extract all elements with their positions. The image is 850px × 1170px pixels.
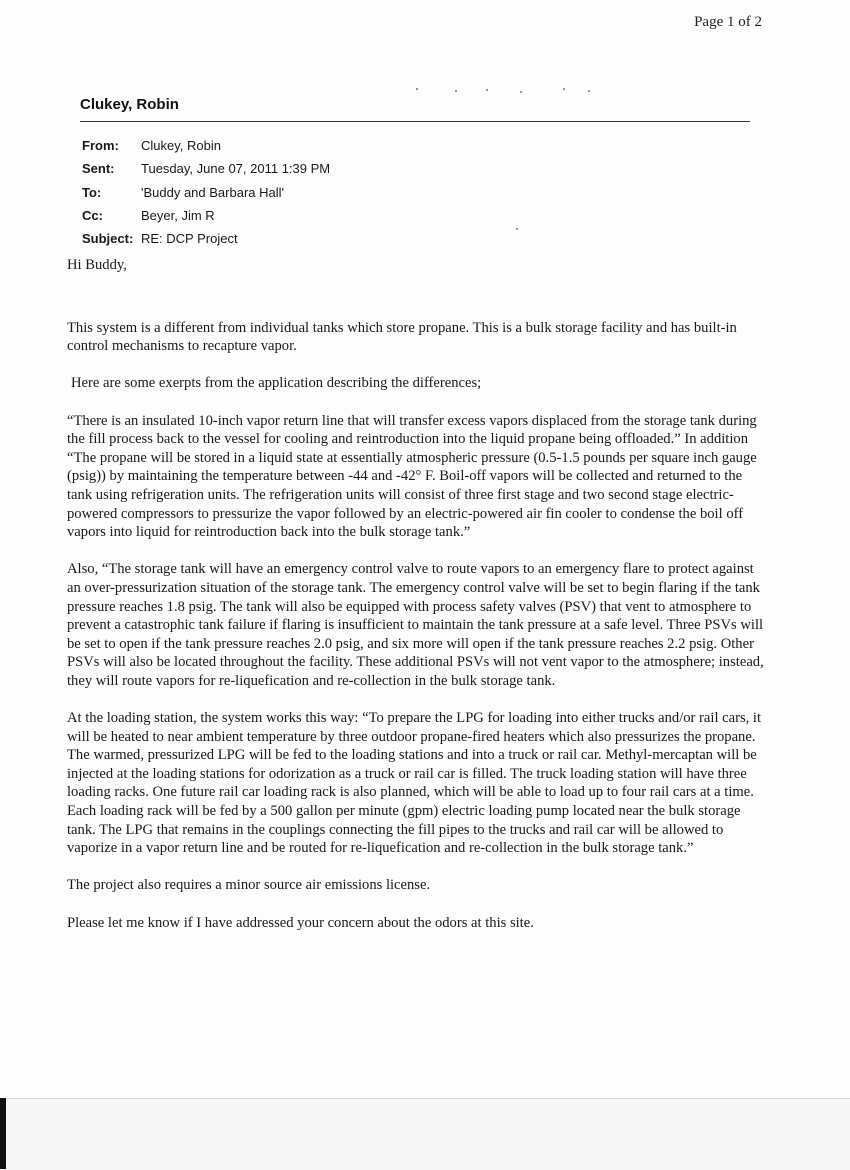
body-paragraph: The project also requires a minor source air emissions license. [67,877,431,894]
body-paragraph: “There is an insulated 10-inch vapor return line that will transfer excess vapors displaced from the storage tank during the fill process back to the vessel for cooling and reintroduction into the liquid propane being offloaded.” In addition “The propane will be stored in a liquid state at essentially atmospheric pressure (0.5-1.5 pounds per square inch gauge (psig)) by maintaining the temperature between -44 and -42° F. Boil-off vapors will be collected and returned to the tank using refrigeration units. The refrigeration units will consist of three first stage and two second stage electric-powered compressors to pressurize the vapor followed by an electric-powered air fin cooler to condense the boil off vapors into liquid for reintroduction back into the bulk storage tank.” [67,412,757,541]
header-cc-row [82,204,330,227]
header-to-row [82,181,330,204]
header-value: Tuesday, June 07, 2011 1:39 PM [141,161,331,177]
body-paragraph: Please let me know if I have addressed your concern about the odors at this site. [67,914,534,931]
header-label: To: [82,184,102,200]
header-subject-row [82,227,330,250]
body-paragraph: At the loading station, the system works this way: “To prepare the LPG for loading into either trucks and/or rail cars, it will be heated to near ambient temperature by three outdoor propane-fired heaters which also pressurizes the propane. The warmed, pressurized LPG will be fed to the loading stations and into a truck or rail car. Methyl-mercaptan will be injected at the loading stations for odorization as a truck or rail car is filled. The truck loading station will have three loading racks. One future rail car loading rack is also planned, which will be able to load up to four rail cars at a time. Each loading rack will be fed by a 500 gallon per minute (gpm) electric loading pump located near the bulk storage tank. The LPG that remains in the couplings connecting the fill pipes to the trucks and rail car will be allowed to vaporize in a vapor return line and be routed for re-liquefication and re-collection in the bulk storage tank.” [67,710,762,857]
header-label: Subject: [82,231,134,247]
header-value: Beyer, Jim R [141,208,215,224]
header-label: Sent: [82,161,115,177]
header-value: Clukey, Robin [141,138,221,154]
body-paragraph: Also, “The storage tank will have an emergency control valve to route vapors to an emergency flare to protect against an over-pressurization situation of the storage tank. The emergency control valve will be set to begin flaring if the tank pressure reaches 1.8 psig. The tank will also be equipped with process safety valves (PSV) that vent to atmosphere to prevent a catastrophic tank failure if flaring is insufficient to maintain the tank pressure at a safe level. Three PSVs will be set to open if the tank pressure reaches 2.0 psig, and six more will open if the tank pressure reaches 2.2 psig. Other PSVs will also be located throughout the facility. These additional PSVs will not vent vapor to the atmosphere; instead, they will route vapors for re-liquefication and re-collection in the bulk storage tank. [67,561,764,689]
header-label: Cc: [82,208,103,224]
scan-bottom-edge [0,1098,850,1170]
heading-divider [80,121,750,122]
page-number: Page 1 of 2 [694,14,762,30]
scan-edge-shadow [0,1098,6,1169]
body-paragraph: Here are some exerpts from the application describing the differences; [71,375,482,392]
header-sent-row [82,157,330,180]
greeting: Hi Buddy, [67,257,127,273]
header-from-row [82,134,330,157]
header-label: From: [82,138,119,154]
email-header-table [82,134,330,250]
sender-heading: Clukey, Robin [80,96,179,113]
header-value: 'Buddy and Barbara Hall' [141,184,284,200]
header-value: RE: DCP Project [141,231,238,247]
body-paragraph: This system is a different from individual tanks which store propane. This is a bulk storage facility and has built-in control mechanisms to recapture vapor. [67,319,737,355]
email-body [67,256,767,951]
